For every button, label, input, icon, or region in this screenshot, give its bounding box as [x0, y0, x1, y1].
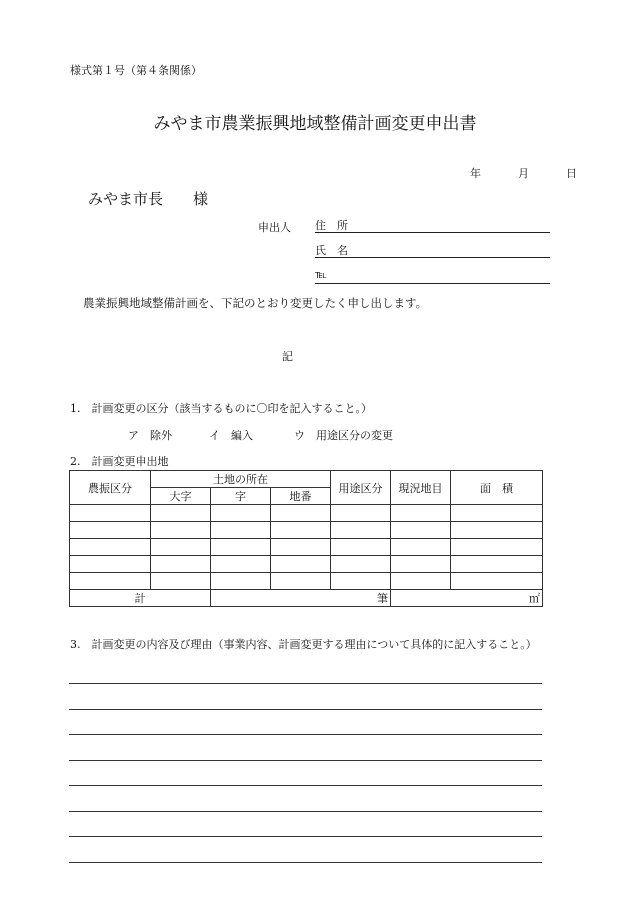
section2-heading: 2. 計画変更申出地 — [70, 455, 169, 468]
header-aza: 字 — [211, 488, 271, 505]
header-nousin: 農振区分 — [70, 471, 151, 505]
table-cell[interactable] — [70, 539, 151, 556]
header-menseki: 面 積 — [451, 471, 543, 505]
name-label: 氏 名 — [315, 244, 348, 257]
option-hennyu[interactable]: イ 編入 — [209, 429, 253, 442]
date-day-label: 日 — [566, 167, 577, 180]
table-cell[interactable] — [451, 505, 543, 522]
table-cell[interactable] — [391, 556, 451, 573]
table-cell[interactable] — [331, 539, 391, 556]
applicant-label: 申出人 — [258, 221, 291, 234]
section3-heading: 3. 計画変更の内容及び理由（事業内容、計画変更する理由について具体的に記入すること。） — [70, 638, 537, 651]
table-cell[interactable] — [70, 556, 151, 573]
table-row — [70, 539, 543, 556]
reason-line[interactable] — [69, 734, 542, 735]
reason-line[interactable] — [69, 785, 542, 786]
table-cell[interactable] — [451, 522, 543, 539]
header-oaza: 大字 — [151, 488, 211, 505]
table-cell[interactable] — [211, 573, 271, 590]
date-line — [0, 165, 630, 179]
reason-line[interactable] — [69, 760, 542, 761]
reason-line[interactable] — [69, 862, 542, 863]
document-title: みやま市農業振興地域整備計画変更申出書 — [153, 114, 477, 134]
land-table — [69, 470, 543, 607]
table-cell[interactable] — [391, 522, 451, 539]
date-month-label: 月 — [518, 167, 529, 180]
name-field[interactable] — [315, 242, 550, 258]
table-cell[interactable] — [271, 522, 331, 539]
table-cell[interactable] — [451, 573, 543, 590]
table-cell[interactable] — [151, 573, 211, 590]
reason-line[interactable] — [69, 811, 542, 812]
table-cell[interactable] — [70, 505, 151, 522]
table-row — [70, 522, 543, 539]
table-cell[interactable] — [211, 505, 271, 522]
table-cell[interactable] — [70, 522, 151, 539]
table-row — [70, 573, 543, 590]
table-cell[interactable] — [391, 505, 451, 522]
option-jogai[interactable]: ア 除外 — [128, 429, 172, 442]
reason-line[interactable] — [69, 836, 542, 837]
table-row — [70, 556, 543, 573]
header-chiban: 地番 — [271, 488, 331, 505]
reason-line[interactable] — [69, 709, 542, 710]
table-cell[interactable] — [70, 573, 151, 590]
recipient: みやま市長 様 — [88, 190, 209, 208]
count-unit[interactable]: 筆 — [211, 590, 391, 607]
area-unit[interactable]: ㎡ — [391, 590, 543, 607]
table-cell[interactable] — [271, 573, 331, 590]
tel-field[interactable] — [315, 268, 550, 284]
address-label: 住 所 — [315, 219, 348, 232]
table-cell[interactable] — [331, 522, 391, 539]
intro-text: 農業振興地域整備計画を、下記のとおり変更したく申し出します。 — [83, 296, 428, 310]
address-field[interactable] — [315, 217, 550, 233]
header-youto: 用途区分 — [331, 471, 391, 505]
date-year-label: 年 — [470, 167, 481, 180]
table-cell[interactable] — [271, 556, 331, 573]
table-cell[interactable] — [151, 539, 211, 556]
ki-heading: 記 — [282, 350, 293, 363]
table-cell[interactable] — [331, 505, 391, 522]
table-cell[interactable] — [451, 539, 543, 556]
table-cell[interactable] — [211, 522, 271, 539]
table-cell[interactable] — [151, 505, 211, 522]
table-cell[interactable] — [211, 539, 271, 556]
header-genkyo: 現況地目 — [391, 471, 451, 505]
table-cell[interactable] — [451, 556, 543, 573]
table-cell[interactable] — [391, 539, 451, 556]
table-cell[interactable] — [151, 556, 211, 573]
reason-line[interactable] — [69, 683, 542, 684]
total-label: 計 — [70, 590, 211, 607]
table-cell[interactable] — [151, 522, 211, 539]
table-cell[interactable] — [211, 556, 271, 573]
table-row — [70, 505, 543, 522]
table-cell[interactable] — [391, 573, 451, 590]
table-cell[interactable] — [271, 505, 331, 522]
section1-heading: 1. 計画変更の区分（該当するものに〇印を記入すること。） — [70, 402, 372, 415]
tel-label: ℡ — [315, 268, 327, 281]
table-cell[interactable] — [271, 539, 331, 556]
table-cell[interactable] — [331, 573, 391, 590]
header-location: 土地の所在 — [151, 471, 331, 488]
option-youto-henkou[interactable]: ウ 用途区分の変更 — [294, 429, 393, 442]
table-cell[interactable] — [331, 556, 391, 573]
form-number: 様式第１号（第４条関係） — [70, 64, 202, 77]
